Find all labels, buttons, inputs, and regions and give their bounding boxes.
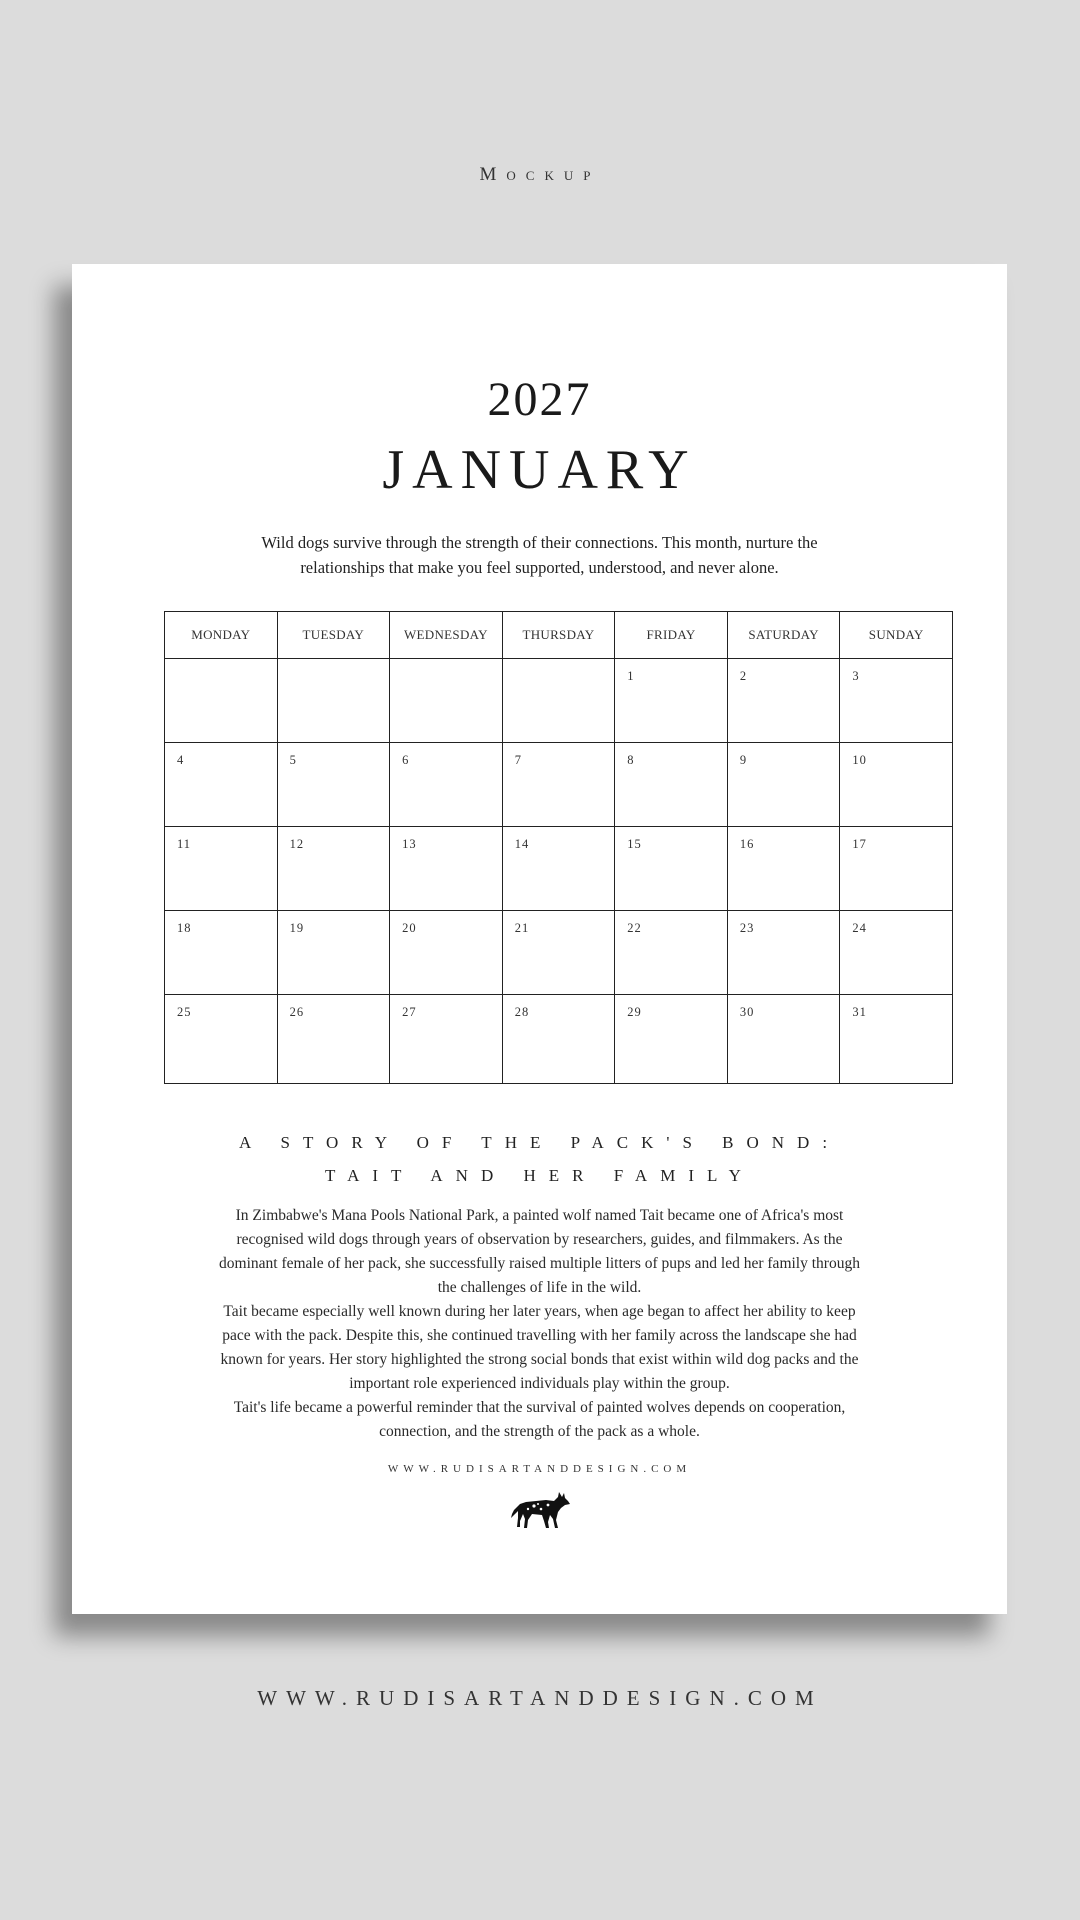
day-cell [615,743,728,827]
day-number: 2 [739,669,748,683]
wild-dog-icon [510,1488,572,1530]
story-title-line: A STORY OF THE PACK'S BOND: [238,1133,841,1152]
weekday-header: TUESDAY [277,612,390,659]
day-cell [165,827,278,911]
day-cell [390,827,503,911]
day-number: 30 [739,1005,755,1019]
week-row [165,743,953,827]
day-cell [840,827,953,911]
day-cell [277,911,390,995]
day-cell [502,827,615,911]
day-number: 6 [402,753,410,767]
day-cell [840,743,953,827]
day-number: 20 [402,921,417,935]
day-number: 4 [177,753,185,767]
day-cell [165,743,278,827]
calendar-month: JANUARY [382,439,697,501]
day-number: 5 [289,753,297,767]
day-number: 7 [514,753,522,767]
day-number: 23 [739,921,755,935]
day-number: 26 [289,1005,305,1019]
day-cell [840,659,953,743]
day-cell [502,743,615,827]
day-cell [727,827,840,911]
day-cell [502,659,615,743]
day-cell [165,911,278,995]
story-body [212,1204,867,1444]
day-cell [165,995,278,1084]
day-cell [502,995,615,1084]
day-cell [840,995,953,1084]
weekday-header: WEDNESDAY [390,612,503,659]
day-cell [277,995,390,1084]
day-cell [390,995,503,1084]
day-number: 28 [514,1005,530,1019]
calendar-year: 2027 [487,373,592,426]
day-number: 12 [289,837,305,851]
day-number: 16 [739,837,755,851]
day-number: 18 [177,921,192,935]
day-number: 22 [627,921,642,935]
weekday-header: SUNDAY [840,612,953,659]
day-number: 10 [852,753,867,767]
day-cell [615,827,728,911]
day-number: 14 [514,837,530,851]
day-cell [277,743,390,827]
day-cell [277,827,390,911]
week-row [165,911,953,995]
week-row [165,995,953,1084]
day-number: 29 [627,1005,642,1019]
day-cell [615,995,728,1084]
day-number: 11 [177,837,192,851]
day-number: 1 [627,669,635,683]
day-cell [390,659,503,743]
story-paragraph: Tait became especially well known during her later years, when age began to affect her ability to keep pace with the pack. Despite this, she continued travelling with her family across the landscape she had known for years. Her story highlighted the strong social bonds that exist within wild dog packs and the important role experienced individuals play within the group. [220,1303,859,1392]
weekday-header: SATURDAY [727,612,840,659]
day-cell [615,659,728,743]
day-number: 31 [852,1005,867,1019]
month-intro-text: Wild dogs survive through the strength of their connections. This month, nurture the relationships that make you feel supported, understood, and never alone. [261,533,818,577]
page-website-link[interactable]: WWW.RUDISARTANDDESIGN.COM [387,1463,692,1475]
day-number: 27 [402,1005,417,1019]
story-paragraph: Tait's life became a powerful reminder that the survival of painted wolves depends on cooperation, connection, and the strength of the pack as a whole. [233,1399,846,1440]
day-number [390,659,502,669]
day-cell [277,659,390,743]
day-cell [615,911,728,995]
weekday-header-row [165,612,953,659]
day-number: 21 [514,921,530,935]
weekday-header: MONDAY [165,612,278,659]
story-title-line: TAIT AND HER FAMILY [325,1166,754,1185]
day-cell [727,911,840,995]
day-cell [727,743,840,827]
mockup-label: Mockup [479,164,601,185]
day-number [503,659,615,669]
day-cell [390,911,503,995]
story-paragraph: In Zimbabwe's Mana Pools National Park, a painted wolf named Tait became one of Africa's most recognised wild dogs through years of observation by researchers, guides, and filmmakers. As the dominant female of her pack, she successfully raised multiple litters of pups and led her family through the challenges of life in the wild. [219,1207,860,1296]
day-number: 13 [402,837,417,851]
day-cell [502,911,615,995]
weekday-header: FRIDAY [615,612,728,659]
weekday-header: THURSDAY [502,612,615,659]
day-cell [840,911,953,995]
day-cell [165,659,278,743]
day-number [165,659,277,669]
calendar-grid [164,611,953,1084]
week-row [165,827,953,911]
day-cell [727,995,840,1084]
footer-website-link[interactable]: WWW.RUDISARTANDDESIGN.COM [257,1686,823,1710]
day-number: 9 [739,753,748,767]
day-number: 8 [627,753,635,767]
day-number [278,659,390,669]
calendar-page [72,264,1007,1614]
day-number: 17 [852,837,867,851]
week-row [165,659,953,743]
day-number: 15 [627,837,642,851]
day-cell [727,659,840,743]
day-number: 19 [289,921,305,935]
day-number: 25 [177,1005,192,1019]
day-number: 24 [852,921,867,935]
day-cell [390,743,503,827]
story-title [72,1126,1007,1192]
day-number: 3 [852,669,860,683]
